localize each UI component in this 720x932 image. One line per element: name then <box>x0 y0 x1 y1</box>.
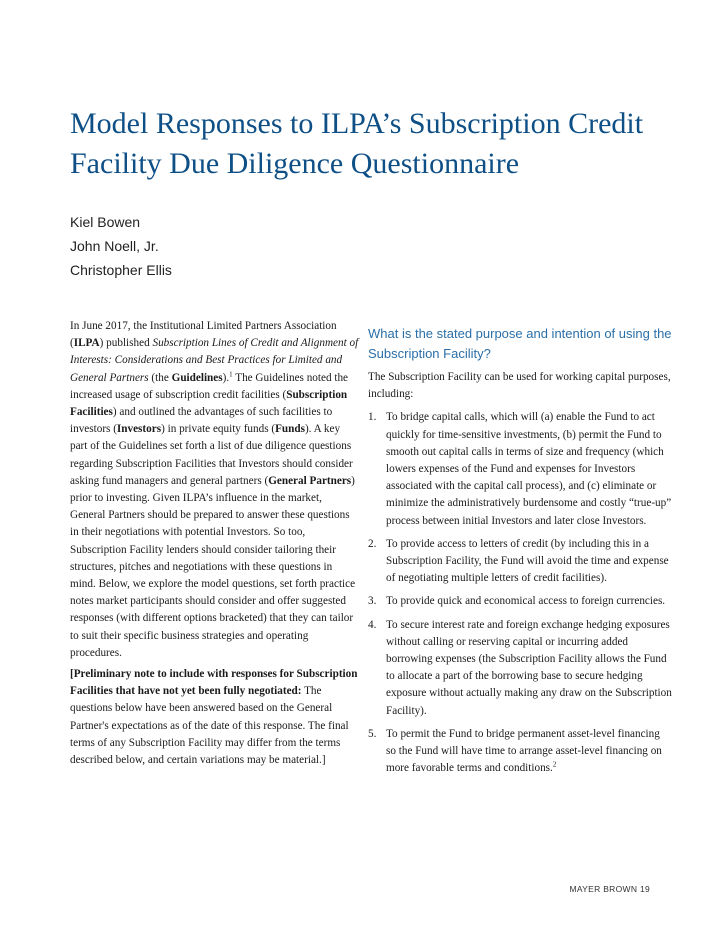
note-text: The questions below have been answered based on the General Partner's expectations as of the date of this response. The final terms of any Subscription Facility may differ from the terms described below, and certain variations may be material.] <box>70 685 349 767</box>
defined-term: Investors <box>116 423 162 436</box>
list-item-text: To provide quick and economical access to foreign currencies. <box>386 595 666 608</box>
right-column <box>368 324 672 783</box>
intro-text: ) and outlined the advantages of such facilities to investors ( <box>70 406 333 436</box>
list-item <box>368 593 672 610</box>
intro-text: ). A key part of the Guidelines set forth a list of due diligence questions regarding Subscription Facilities that Investors should consider asking fund managers and general partners ( <box>70 423 353 487</box>
intro-text: ). <box>222 371 230 384</box>
list-number: 1. <box>368 411 377 424</box>
intro-text: ) published <box>99 337 153 350</box>
intro-text: ) in private equity funds ( <box>161 423 276 436</box>
intro-text: The Guidelines noted the increased usage of subscription credit facilities ( <box>70 371 349 401</box>
page-title: Model Responses to ILPA’s Subscription Credit Facility Due Diligence Questionnaire <box>70 107 644 180</box>
list-item-text: To secure interest rate and foreign exchange hedging exposures without calling or reserving capital or incurring added borrowing expenses (the Subscription Facility allows the Fund to allocate a part of the borrowing base to secure hedging exposure without actually making any draw on the Subscription Facility). <box>386 618 672 717</box>
list-item <box>368 617 672 720</box>
intro-text: ) prior to investing. Given ILPA’s influence in the market, General Partners should be prepared to answer these questions in their negotiations with potential Investors. So too, Subscription Facility lenders should consider tailoring their structures, pitches and negotiations with these questions in mind. Below, we explore the model questions, set forth practice notes market participants should consider and offer suggested responses (with different options bracketed) that they can tailor to suit their specific business strategies and operating procedures. <box>70 474 356 659</box>
list-number: 2. <box>368 537 377 550</box>
left-column <box>70 318 360 773</box>
list-item <box>368 409 672 529</box>
list-item <box>368 536 672 588</box>
defined-term: Guidelines <box>171 371 223 384</box>
intro-text: In June 2017, the Institutional Limited Partners Association ( <box>70 320 337 350</box>
defined-term: Funds <box>275 423 305 436</box>
author-name: Christopher Ellis <box>70 262 172 278</box>
list-number: 3. <box>368 595 377 608</box>
list-item-text: To bridge capital calls, which will (a) enable the Fund to act quickly for time-sensitive investments, (b) permit the Fund to smooth out capital calls in terms of size and frequency (which lowers expenses of the Fund and expenses for Investors associated with the capital call process), and (c) eliminate or minimize the administratively burdensome and costly “true-up” process between initial Investors and later close Investors. <box>386 411 672 527</box>
footnote-marker[interactable]: 1 <box>229 369 233 378</box>
list-number: 4. <box>368 618 377 631</box>
footnote-marker[interactable]: 2 <box>552 760 557 769</box>
author-name: Kiel Bowen <box>70 214 141 230</box>
intro-text: (the <box>148 371 172 384</box>
answer-lead: The Subscription Facility can be used for working capital purposes, including: <box>368 371 671 401</box>
publication-title: Subscription Lines of Credit and Alignment of Interests: Considerations and Best Practices for Limited and General Partners <box>70 337 359 384</box>
author-list <box>70 210 172 282</box>
list-item-text: To provide access to letters of credit (by including this in a Subscription Facility, the Fund will avoid the time and expense of negotiating multiple letters of credit facilities). <box>386 537 669 585</box>
defined-term: General Partners <box>268 474 352 487</box>
question-heading: What is the stated purpose and intention of using the Subscription Facility? <box>368 326 672 361</box>
author-name: John Noell, Jr. <box>70 238 159 254</box>
page-footer: MAYER BROWN 19 <box>569 884 650 894</box>
note-heading: [Preliminary note to include with responses for Subscription Facilities that have not yet been fully negotiated: <box>70 668 358 698</box>
purpose-list <box>368 409 672 777</box>
list-item <box>368 726 672 778</box>
defined-term: ILPA <box>73 337 100 350</box>
list-item-text: To permit the Fund to bridge permanent asset-level financing so the Fund will have time to arrange asset-level financing on more favorable terms and conditions. <box>386 727 662 775</box>
list-number: 5. <box>368 727 377 740</box>
preliminary-note <box>70 666 360 769</box>
defined-term: Subscription Facilities <box>70 388 348 419</box>
intro-paragraph <box>70 318 360 662</box>
